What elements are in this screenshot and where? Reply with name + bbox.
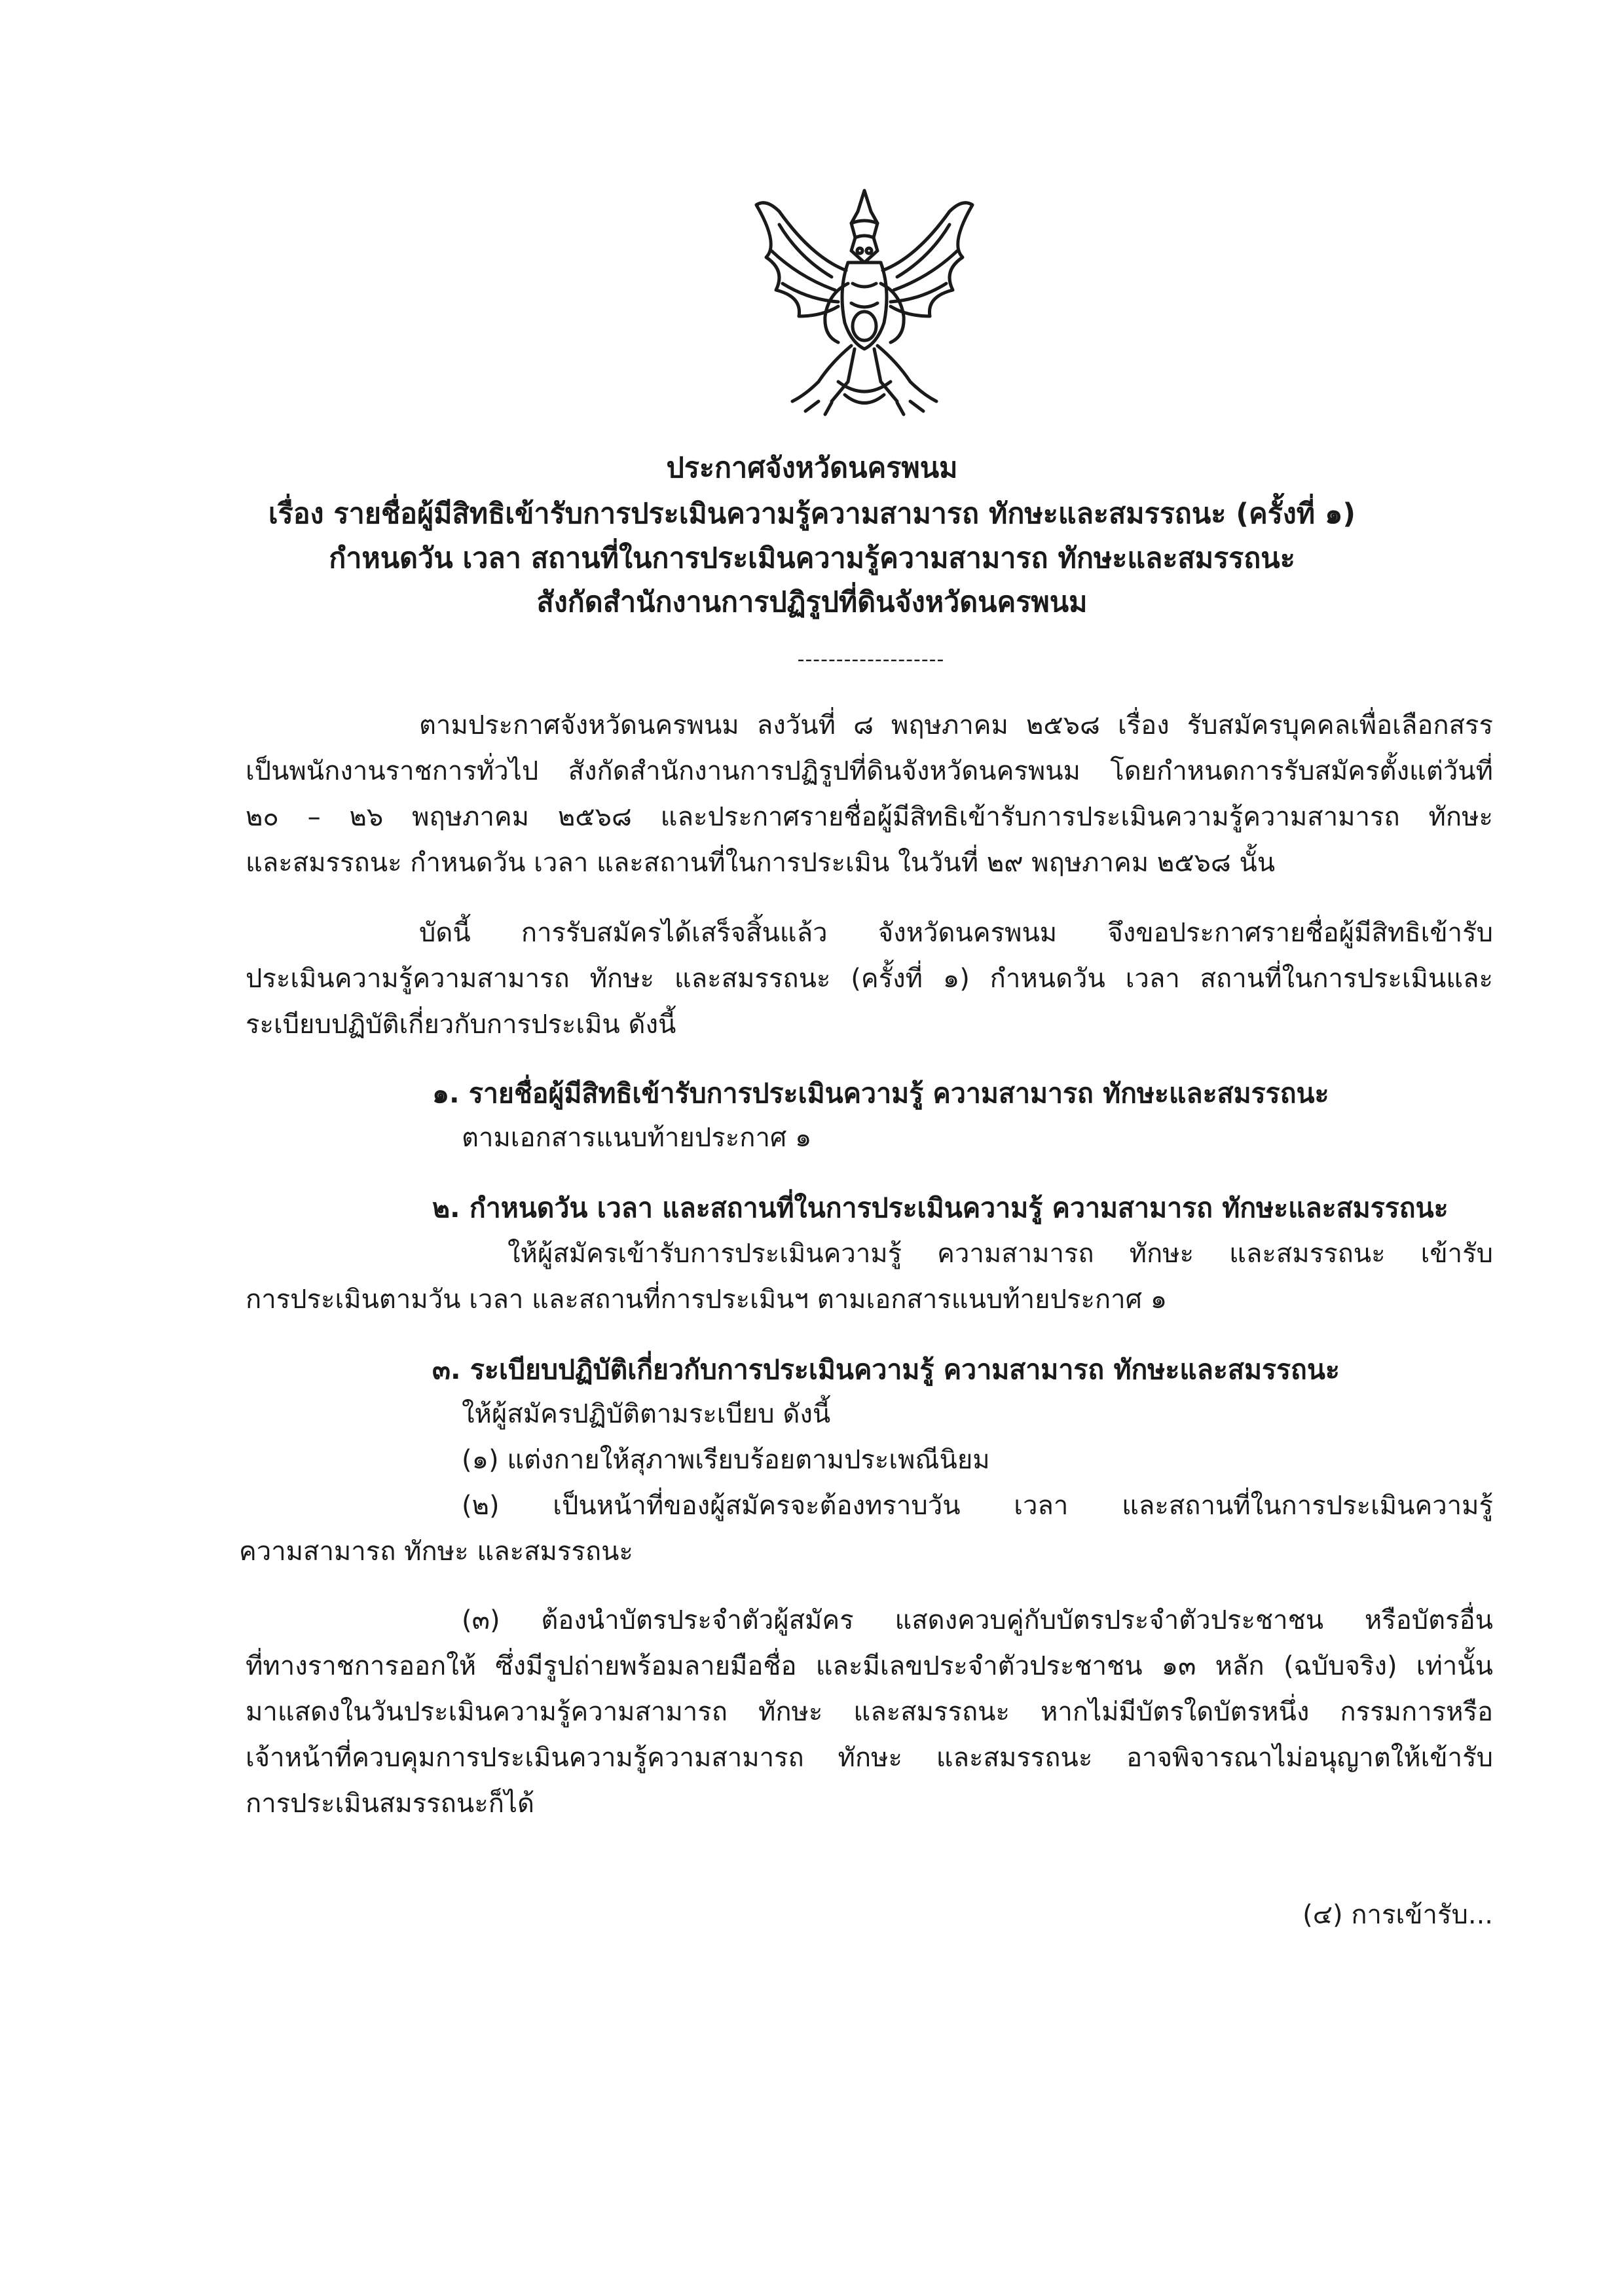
page-continuation: (๔) การเข้ารับ... bbox=[1302, 1900, 1493, 1930]
rule-1: (๑) แต่งกายให้สุภาพเรียบร้อยตามประเพณีนิยม bbox=[462, 1445, 990, 1475]
section-2-title: ๒. กำหนดวัน เวลา และสถานที่ในการประเมินความรู้ ความสามารถ ทักษะและสมรรถนะ bbox=[432, 1192, 1449, 1224]
section-3-body: ให้ผู้สมัครปฏิบัติตามระเบียบ ดังนี้ bbox=[462, 1399, 831, 1429]
para2-line-3: ระเบียบปฏิบัติเกี่ยวกับการประเมิน ดังนี้ bbox=[246, 1010, 676, 1040]
garuda-emblem-icon bbox=[740, 185, 989, 421]
rule-3-line-2: ที่ทางราชการออกให้ ซึ่งมีรูปถ่ายพร้อมลายมือชื่อ และมีเลขประจำตัวประชาชน ๑๓ หลัก (ฉบับจริง) เท่านั้น bbox=[246, 1651, 1493, 1681]
intro-line-4: และสมรรถนะ กำหนดวัน เวลา และสถานที่ในการประเมิน ในวันที่ ๒๙ พฤษภาคม ๒๕๖๘ นั้น bbox=[246, 848, 1276, 878]
announcement-subtitle: กำหนดวัน เวลา สถานที่ในการประเมินความรู้ความสามารถ ทักษะและสมรรถนะ bbox=[329, 542, 1295, 575]
announcement-title: ประกาศจังหวัดนครพนม bbox=[666, 452, 958, 484]
intro-line-3: ๒๐ – ๒๖ พฤษภาคม ๒๕๖๘ และประกาศรายชื่อผู้มีสิทธิเข้ารับการประเมินความรู้ความสามารถ ทักษะ bbox=[246, 802, 1493, 832]
rule-2-line-1: (๒) เป็นหน้าที่ของผู้สมัครจะต้องทราบวัน เวลา และสถานที่ในการประเมินความรู้ bbox=[462, 1491, 1493, 1521]
rule-3-line-3: มาแสดงในวันประเมินความรู้ความสามารถ ทักษะ และสมรรถนะ หากไม่มีบัตรใดบัตรหนึ่ง กรรมการหรือ bbox=[246, 1697, 1493, 1727]
section-3-title: ๓. ระเบียบปฏิบัติเกี่ยวกับการประเมินความรู้ ความสามารถ ทักษะและสมรรถนะ bbox=[432, 1354, 1340, 1385]
rule-3-line-4: เจ้าหน้าที่ควบคุมการประเมินความรู้ความสามารถ ทักษะ และสมรรถนะ อาจพิจารณาไม่อนุญาตให้เข้ารับ bbox=[246, 1743, 1493, 1773]
para2-line-2: ประเมินความรู้ความสามารถ ทักษะ และสมรรถนะ (ครั้งที่ ๑) กำหนดวัน เวลา สถานที่ในการประเมินและ bbox=[246, 964, 1493, 994]
section-1-title: ๑. รายชื่อผู้มีสิทธิเข้ารับการประเมินความรู้ ความสามารถ ทักษะและสมรรถนะ bbox=[432, 1078, 1329, 1109]
section-2-body-2: การประเมินตามวัน เวลา และสถานที่การประเมินฯ ตามเอกสารแนบท้ายประกาศ ๑ bbox=[246, 1285, 1168, 1315]
rule-2-line-2: ความสามารถ ทักษะ และสมรรถนะ bbox=[239, 1537, 633, 1567]
rule-3-line-1: (๓) ต้องนำบัตรประจำตัวผู้สมัคร แสดงควบคู่กับบัตรประจำตัวประชาชน หรือบัตรอื่น bbox=[462, 1605, 1493, 1635]
announcement-agency: สังกัดสำนักงานการปฏิรูปที่ดินจังหวัดนครพนม bbox=[536, 586, 1088, 619]
section-1-body: ตามเอกสารแนบท้ายประกาศ ๑ bbox=[462, 1123, 812, 1153]
intro-line-2: เป็นพนักงานราชการทั่วไป สังกัดสำนักงานการปฏิรูปที่ดินจังหวัดนครพนม โดยกำหนดการรับสมัครตั้งแต่วันที่ bbox=[246, 756, 1493, 786]
header-divider: ------------------- bbox=[797, 648, 945, 671]
rule-3-line-5: การประเมินสมรรถนะก็ได้ bbox=[246, 1789, 535, 1819]
announcement-subject: เรื่อง รายชื่อผู้มีสิทธิเข้ารับการประเมินความรู้ความสามารถ ทักษะและสมรรถนะ (ครั้งที่ ๑) bbox=[268, 498, 1356, 530]
section-2-body-1: ให้ผู้สมัครเข้ารับการประเมินความรู้ ความสามารถ ทักษะ และสมรรถนะ เข้ารับ bbox=[507, 1239, 1493, 1269]
para2-line-1: บัดนี้ การรับสมัครได้เสร็จสิ้นแล้ว จังหวัดนครพนม จึงขอประกาศรายชื่อผู้มีสิทธิเข้ารับ bbox=[419, 918, 1493, 948]
intro-line-1: ตามประกาศจังหวัดนครพนม ลงวันที่ ๘ พฤษภาคม ๒๕๖๘ เรื่อง รับสมัครบุคคลเพื่อเลือกสรร bbox=[419, 710, 1493, 740]
